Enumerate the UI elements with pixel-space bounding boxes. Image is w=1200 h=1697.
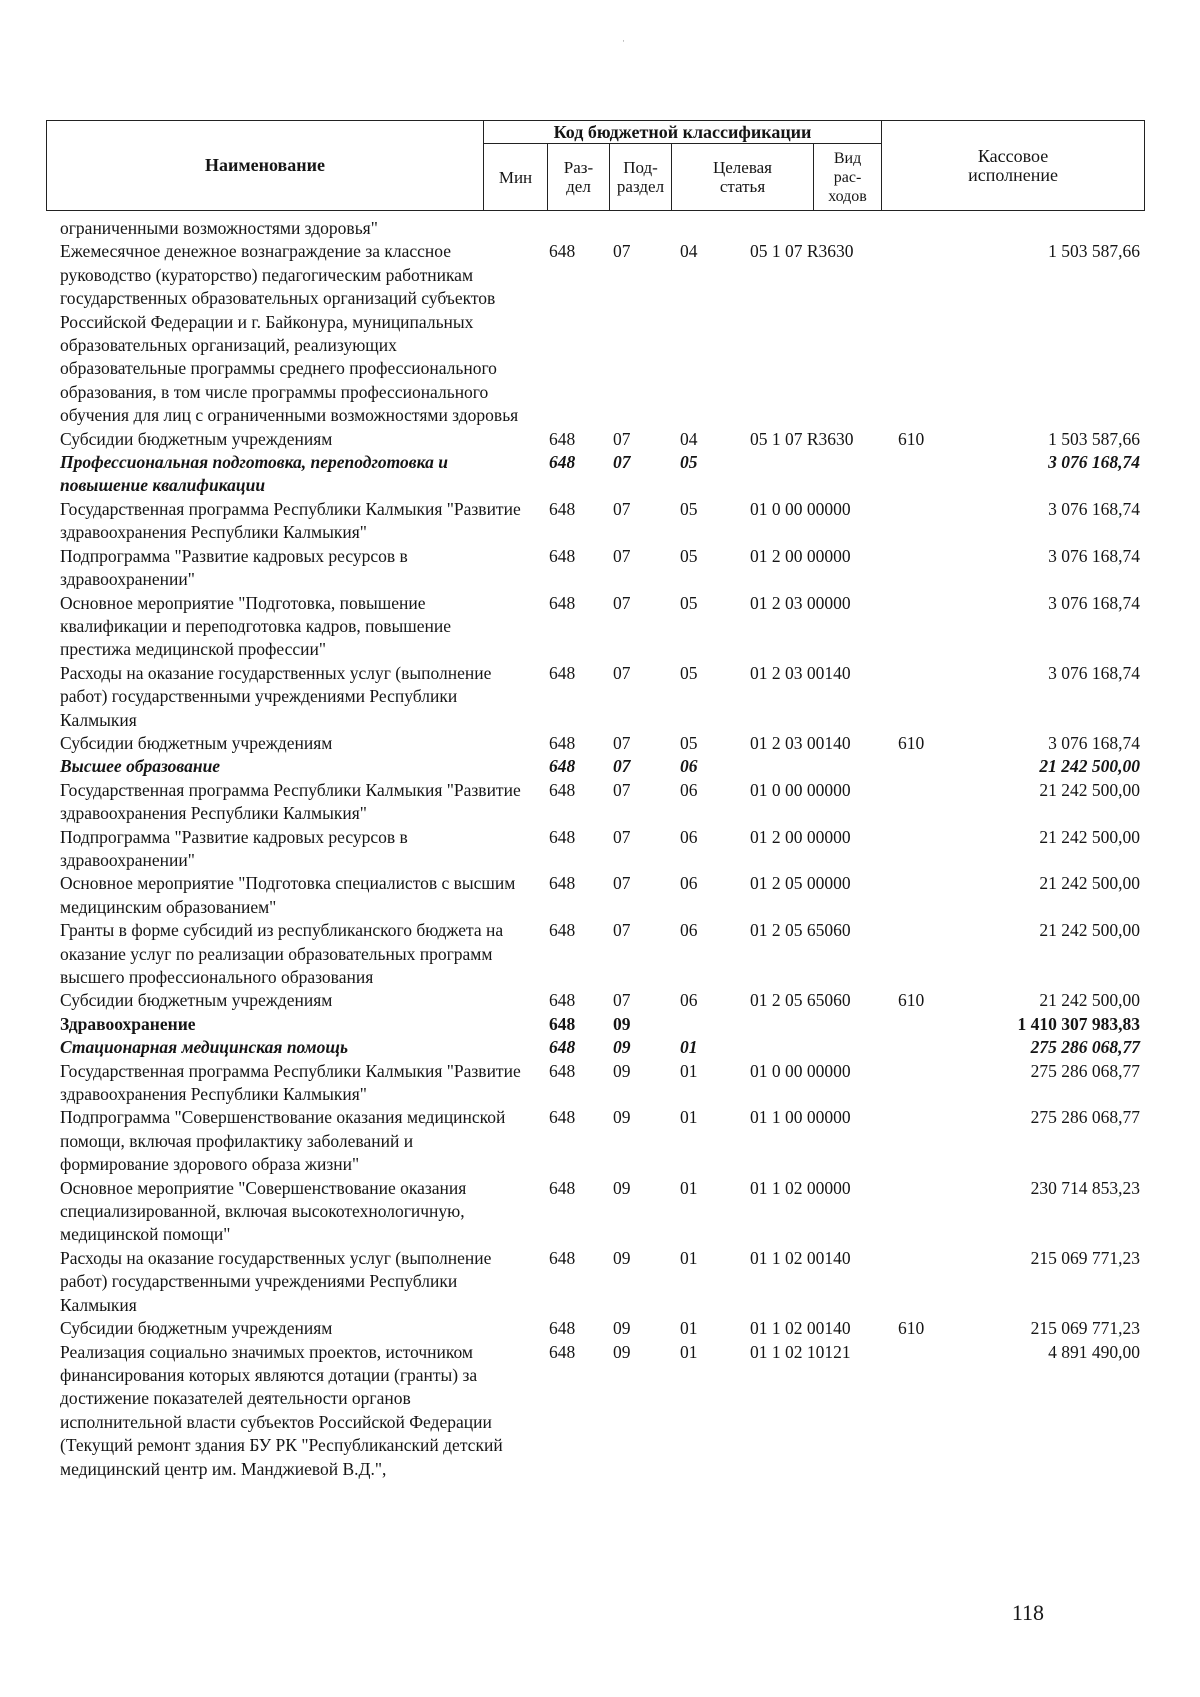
row-target-article: 01 1 00 00000 [750, 1107, 851, 1128]
row-min: 648 [549, 1177, 576, 1198]
row-razdel: 07 [613, 545, 631, 566]
row-target-article: 01 1 02 10121 [750, 1341, 851, 1362]
row-target-article: 05 1 07 R3630 [750, 241, 854, 262]
row-target-article: 01 0 00 00000 [750, 498, 851, 519]
row-name: Реализация социально значимых проектов, источником финансирования которых являются дотации (гранты) за достижение показателей деятельности органов исполнительной власти субъектов Российской Федерации (Текущий ремонт здания БУ РК "Республиканский детский медицинский центр им. Манджиевой В.Д.", [60, 1341, 503, 1479]
row-min: 648 [549, 990, 576, 1011]
table-row [60, 872, 1140, 919]
table-row [60, 919, 1140, 989]
row-podrazdel: 01 [680, 1107, 698, 1128]
table-row [60, 779, 1140, 826]
row-min: 648 [549, 498, 576, 519]
row-amount: 3 076 168,74 [1048, 452, 1140, 473]
row-min: 648 [549, 920, 576, 941]
row-razdel: 09 [613, 1177, 631, 1198]
header-razdel: Раз- дел [548, 144, 610, 211]
row-name: Ежемесячное денежное вознаграждение за классное руководство (кураторство) педагогическим работникам государственных образовательных организаций субъектов Российской Федерации и г. Байконура, муниципальных образовательных организаций, реализующих образовательные программы среднего профессионального образования, в том числе программы профессионального обучения для лиц с ограниченными возможностями здоровья [60, 241, 519, 426]
row-name: Основное мероприятие "Совершенствование оказания специализированной, включая высокотехнологичную, медицинской помощи" [60, 1177, 467, 1245]
row-razdel: 09 [613, 1247, 631, 1268]
row-amount: 1 503 587,66 [1048, 241, 1140, 262]
row-razdel: 09 [613, 1060, 631, 1081]
row-min: 648 [549, 779, 576, 800]
row-razdel: 09 [613, 1013, 631, 1034]
row-min: 648 [549, 428, 576, 449]
row-podrazdel: 01 [680, 1060, 698, 1081]
table-row [60, 826, 1140, 873]
table-row [60, 498, 1140, 545]
row-min: 648 [549, 1013, 576, 1034]
table-row [60, 1036, 1140, 1059]
row-name: Расходы на оказание государственных услуг (выполнение работ) государственными учреждениями Республики Калмыкия [60, 662, 492, 730]
row-min: 648 [549, 1107, 576, 1128]
row-name: Высшее образование [60, 756, 221, 777]
row-expense-type: 610 [898, 428, 925, 449]
row-amount: 21 242 500,00 [1039, 873, 1140, 894]
row-min: 648 [549, 756, 576, 777]
row-target-article: 01 2 05 00000 [750, 873, 851, 894]
row-expense-type: 610 [898, 1318, 925, 1339]
row-target-article: 01 2 03 00140 [750, 662, 851, 683]
row-amount: 215 069 771,23 [1030, 1318, 1140, 1339]
row-razdel: 09 [613, 1341, 631, 1362]
row-expense-type: 610 [898, 732, 925, 753]
row-name: Основное мероприятие "Подготовка специалистов с высшим медицинским образованием" [60, 873, 516, 917]
row-name: Здравоохранение [60, 1013, 196, 1034]
row-amount: 1 503 587,66 [1048, 428, 1140, 449]
row-target-article: 01 2 00 00000 [750, 826, 851, 847]
row-target-article: 05 1 07 R3630 [750, 428, 854, 449]
header-target: Целевая статья [672, 144, 814, 211]
row-podrazdel: 06 [680, 920, 698, 941]
table-body [60, 217, 1140, 1481]
row-amount: 3 076 168,74 [1048, 732, 1140, 753]
row-min: 648 [549, 1318, 576, 1339]
row-razdel: 07 [613, 779, 631, 800]
row-podrazdel: 01 [680, 1247, 698, 1268]
row-podrazdel: 06 [680, 990, 698, 1011]
row-podrazdel: 04 [680, 428, 698, 449]
row-target-article: 01 1 02 00140 [750, 1318, 851, 1339]
row-min: 648 [549, 1341, 576, 1362]
row-name: Профессиональная подготовка, переподготовка и повышение квалификации [60, 452, 448, 496]
table-row [60, 1013, 1140, 1036]
row-target-article: 01 0 00 00000 [750, 779, 851, 800]
row-name: Расходы на оказание государственных услуг (выполнение работ) государственными учреждениями Республики Калмыкия [60, 1247, 492, 1315]
row-podrazdel: 05 [680, 592, 698, 613]
row-razdel: 07 [613, 826, 631, 847]
row-name: Гранты в форме субсидий из республиканского бюджета на оказание услуг по реализации образовательных программ высшего профессионального образования [60, 920, 504, 987]
row-amount: 21 242 500,00 [1039, 779, 1140, 800]
row-amount: 21 242 500,00 [1039, 920, 1140, 941]
table-row [60, 240, 1140, 427]
row-podrazdel: 05 [680, 452, 698, 473]
header-podrazdel: Под- раздел [610, 144, 672, 211]
row-name: Подпрограмма "Развитие кадровых ресурсов в здравоохранении" [60, 545, 408, 590]
row-target-article: 01 2 00 00000 [750, 545, 851, 566]
table-row [60, 1106, 1140, 1176]
row-podrazdel: 04 [680, 241, 698, 262]
row-name: Основное мероприятие "Подготовка, повышение квалификации и переподготовка кадров, повышение престижа медицинской профессии" [60, 592, 452, 660]
row-podrazdel: 05 [680, 662, 698, 683]
row-razdel: 07 [613, 241, 631, 262]
row-amount: 3 076 168,74 [1048, 498, 1140, 519]
table-row [60, 1177, 1140, 1247]
table-row [60, 755, 1140, 778]
header-cash: Кассовое исполнение [882, 121, 1145, 211]
row-min: 648 [549, 241, 576, 262]
row-podrazdel: 06 [680, 779, 698, 800]
row-amount: 21 242 500,00 [1039, 990, 1140, 1011]
row-min: 648 [549, 732, 576, 753]
row-target-article: 01 2 05 65060 [750, 920, 851, 941]
row-amount: 3 076 168,74 [1048, 662, 1140, 683]
row-name: Государственная программа Республики Калмыкия "Развитие здравоохранения Республики Калмыкия" [60, 779, 521, 824]
row-name: Субсидии бюджетным учреждениям [60, 732, 333, 753]
row-razdel: 07 [613, 452, 631, 473]
row-razdel: 09 [613, 1107, 631, 1128]
row-name: Стационарная медицинская помощь [60, 1037, 348, 1058]
row-min: 648 [549, 1247, 576, 1268]
row-amount: 215 069 771,23 [1030, 1247, 1140, 1268]
row-podrazdel: 05 [680, 732, 698, 753]
table-row [60, 428, 1140, 451]
row-min: 648 [549, 826, 576, 847]
scan-mark: · [622, 36, 625, 46]
table-header [46, 120, 1145, 211]
row-podrazdel: 06 [680, 826, 698, 847]
row-amount: 4 891 490,00 [1048, 1341, 1140, 1362]
row-target-article: 01 2 03 00140 [750, 732, 851, 753]
row-name: Субсидии бюджетным учреждениям [60, 428, 333, 449]
row-min: 648 [549, 1037, 576, 1058]
row-podrazdel: 01 [680, 1341, 698, 1362]
row-name: Субсидии бюджетным учреждениям [60, 990, 333, 1011]
row-amount: 275 286 068,77 [1030, 1060, 1140, 1081]
row-min: 648 [549, 545, 576, 566]
table-row [60, 1341, 1140, 1481]
row-razdel: 09 [613, 1318, 631, 1339]
row-podrazdel: 01 [680, 1318, 698, 1339]
row-podrazdel: 06 [680, 756, 698, 777]
row-razdel: 07 [613, 920, 631, 941]
row-podrazdel: 06 [680, 873, 698, 894]
row-podrazdel: 01 [680, 1037, 698, 1058]
row-amount: 275 286 068,77 [1030, 1037, 1140, 1058]
table-row [60, 217, 1140, 240]
table-row [60, 545, 1140, 592]
row-min: 648 [549, 1060, 576, 1081]
row-amount: 21 242 500,00 [1039, 826, 1140, 847]
header-kbk: Код бюджетной классификации [484, 121, 882, 144]
row-amount: 3 076 168,74 [1048, 545, 1140, 566]
row-min: 648 [549, 592, 576, 613]
row-target-article: 01 2 05 65060 [750, 990, 851, 1011]
row-name: Подпрограмма "Развитие кадровых ресурсов в здравоохранении" [60, 826, 408, 870]
row-name: Государственная программа Республики Калмыкия "Развитие здравоохранения Республики Калмыкия" [60, 498, 521, 543]
row-amount: 1 410 307 983,83 [1017, 1013, 1140, 1034]
page-number: 118 [1011, 1600, 1044, 1625]
header-vid: Вид рас- ходов [814, 144, 882, 211]
row-name: ограниченными возможностями здоровья" [60, 218, 378, 238]
row-razdel: 07 [613, 498, 631, 519]
table-row [60, 592, 1140, 662]
row-razdel: 07 [613, 990, 631, 1011]
row-min: 648 [549, 662, 576, 683]
table-row [60, 662, 1140, 732]
header-min: Мин [484, 144, 548, 211]
row-amount: 3 076 168,74 [1048, 592, 1140, 613]
row-podrazdel: 01 [680, 1177, 698, 1198]
row-target-article: 01 1 02 00000 [750, 1177, 851, 1198]
row-razdel: 07 [613, 662, 631, 683]
table-row [60, 1317, 1140, 1340]
row-target-article: 01 0 00 00000 [750, 1060, 851, 1081]
row-expense-type: 610 [898, 990, 925, 1011]
row-min: 648 [549, 873, 576, 894]
row-name: Государственная программа Республики Калмыкия "Развитие здравоохранения Республики Калмыкия" [60, 1060, 521, 1105]
row-name: Субсидии бюджетным учреждениям [60, 1318, 333, 1339]
row-min: 648 [549, 452, 576, 473]
row-amount: 275 286 068,77 [1030, 1107, 1140, 1128]
table-row [60, 451, 1140, 498]
table-row [60, 989, 1140, 1012]
row-podrazdel: 05 [680, 545, 698, 566]
row-target-article: 01 2 03 00000 [750, 592, 851, 613]
row-razdel: 07 [613, 756, 631, 777]
table-row [60, 732, 1140, 755]
row-amount: 230 714 853,23 [1030, 1177, 1140, 1198]
table-row [60, 1060, 1140, 1107]
row-podrazdel: 05 [680, 498, 698, 519]
table-row [60, 1247, 1140, 1317]
header-name: Наименование [47, 121, 484, 211]
row-razdel: 07 [613, 873, 631, 894]
row-razdel: 07 [613, 592, 631, 613]
row-razdel: 09 [613, 1037, 631, 1058]
row-name: Подпрограмма "Совершенствование оказания медицинской помощи, включая профилактику заболеваний и формирование здорового образа жизни" [60, 1107, 506, 1175]
row-razdel: 07 [613, 428, 631, 449]
row-razdel: 07 [613, 732, 631, 753]
row-amount: 21 242 500,00 [1039, 756, 1140, 777]
row-target-article: 01 1 02 00140 [750, 1247, 851, 1268]
